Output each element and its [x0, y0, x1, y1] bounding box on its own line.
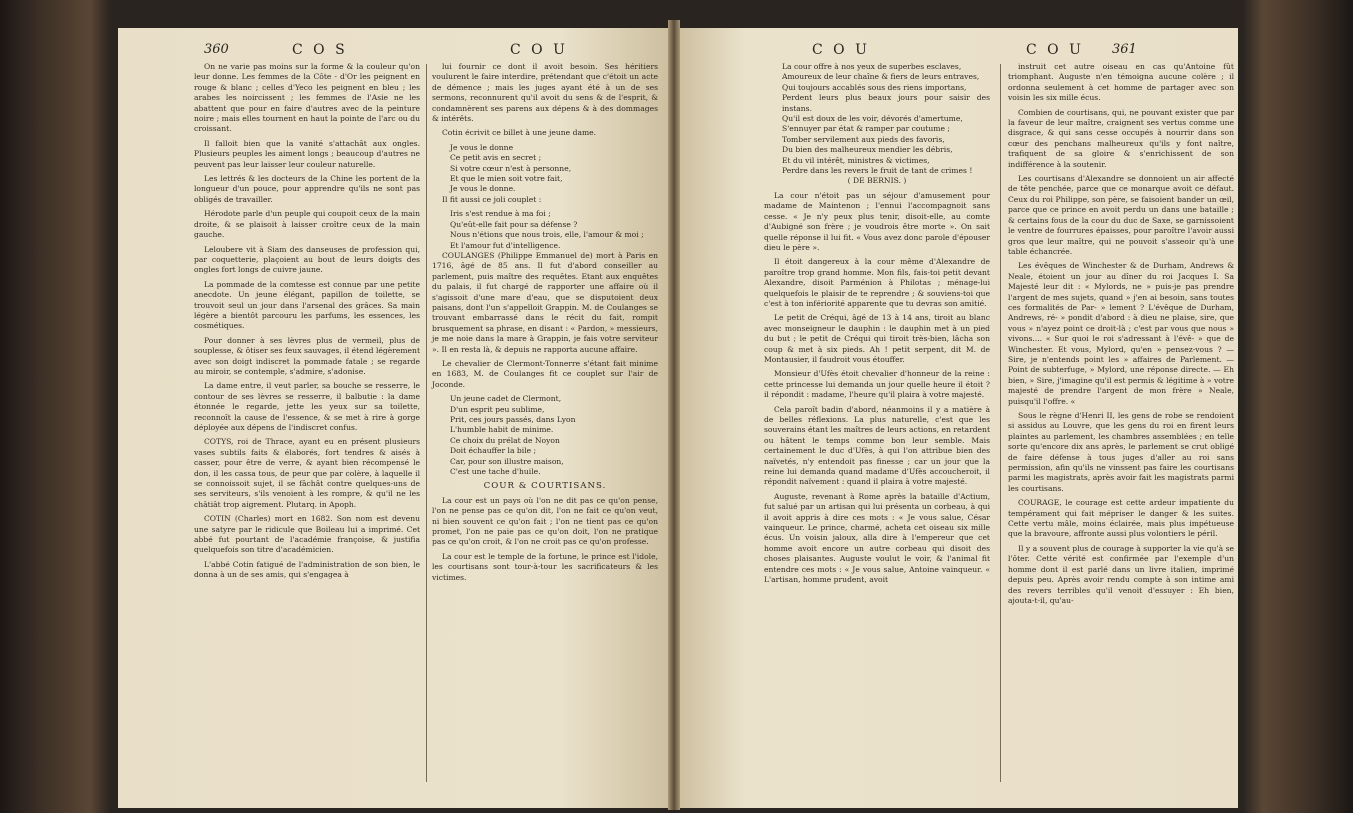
paragraph: instruit cet autre oiseau en cas qu'Antoine fût triomphant. Auguste n'en témoigna aucune colère ; il ordonna seulement à cet homme de partager avec son voisin les six mille écus. [1008, 62, 1234, 103]
verse-line: Prit, ces jours passés, dans Lyon [450, 415, 576, 424]
verse-line: L'humble habit de minime. [450, 425, 554, 435]
verse-line: Je vous le donne. [450, 184, 516, 194]
verse-line: Et l'amour fut d'intelligence. [450, 240, 561, 250]
column-rule-left [426, 64, 427, 782]
paragraph: Il falloit bien que la vanité s'attachât aux ongles. Plusieurs peuples les aiment longs ; beaucoup d'autres ne peuvent pas leur laisser leur couleur naturelle. [194, 138, 420, 169]
paragraph: Monsieur d'Ufès étoit chevalier d'honneur de la reine : cette princesse lui demanda un jour quelle heure il étoit ? il répondit : madame, l'heure qu'il plaira à votre majesté. [764, 369, 990, 400]
verse-line: S'ennuyer par état & ramper par coutume ; [782, 124, 950, 134]
verse-line: C'est une tache d'huile. [450, 467, 541, 477]
verse-line: Je vous le donne [450, 142, 514, 152]
paragraph: Leloubere vit à Siam des danseuses de profession qui, par coquetterie, plaçoient au bout de leurs doigts des ongles fort longs de cuivre jaune. [194, 244, 420, 275]
verse-line: Qu'il est doux de les voir, dévorés d'amertume, [782, 114, 963, 124]
paragraph: La cour est un pays où l'on ne dit pas ce qu'on pense, l'on ne pense pas ce qu'on dit, l'on ne fait ce qu'on veut, ni bien souvent ce qu'on fait ; l'on ne tient pas ce qu'on promet, l'on ne paie pas ce qu'on doit, l'on ne pratique pas ce qu'on croit, & l'on ne croit pas ce qu'on professe. [432, 495, 658, 547]
right-running-head-1: C O U [812, 42, 870, 58]
paragraph: Combien de courtisans, qui, ne pouvant exister que par la faveur de leur maître, craignent ses vertus comme une disgrace, & qui sans cesse occupés à nourrir dans son cœur des penchans malheureux qu'ils y font naître, trafiquent de sa gloire & s'enrichissent de son indifférence à la soutenir. [1008, 107, 1234, 169]
paragraph: Hérodote parle d'un peuple qui coupoit ceux de la main droite, & se plaisoit à laisser croître ceux de la main gauche. [194, 209, 420, 240]
paragraph: La cour n'étoit pas un séjour d'amusement pour madame de Maintenon ; l'ennui l'accompagnoit sans cesse. « Je n'y peux plus tenir, disoit-elle, au comte d'Aubigné son frère ; je voudrois être morte ». On sait quelle réponse il lui fit. « Vous avez donc parole d'épouser dieu le père ». [764, 190, 990, 252]
paragraph: La cour est le temple de la fortune, le prince est l'idole, les courtisans sont tour-à-tour les sacrificateurs & les victimes. [432, 551, 658, 582]
column-rule-right [1000, 64, 1001, 782]
column-2 [432, 62, 658, 587]
paragraph: COTIN (Charles) mort en 1682. Son nom est devenu une satyre par le ridicule que Boileau lui a imprimé. Cet abbé fut pourtant de l'académie françoise, & justifia quelquefois son titre d'académicien. [194, 514, 420, 555]
paragraph: Auguste, revenant à Rome après la bataille d'Actium, fut salué par un artisan qui lui présenta un corbeau, à qui il avoit appris à dire ces mots : « Je vous salue, César vainqueur. Le prince, charmé, acheta cet oiseau six mille écus. Un voisin jaloux, alla dire à l'empereur que cet homme avoit encore un autre corbeau qui disoit des choses plaisantes. Auguste voulut le voir, & l'animal fit entendre ces mots : « Je vous salue, Antoine vainqueur. « L'artisan, homme prudent, avoit [764, 491, 990, 585]
verse-line: La cour offre à nos yeux de superbes esclaves, [782, 62, 962, 71]
verse-line: D'un esprit peu sublime, [450, 404, 545, 414]
paragraph: L'abbé Cotin fatigué de l'administration de son bien, le donna à un de ses amis, qui s'engagea à [194, 559, 420, 580]
verse-line: Si votre cœur n'est à personne, [450, 163, 572, 173]
paragraph: Il étoit dangereux à la cour même d'Alexandre de paroître trop grand homme. Mon fils, fais-toi petit devant Alexandre, disoit Parménion à Philotas ; ménage-lui quelquefois le plaisir de te reprendre ; & souviens-toi que c'est à ton infériorité apparente que tu devras son amitié. [764, 257, 990, 308]
paragraph: Les courtisans d'Alexandre se donnoient un air affecté de tête penchée, parce que ce monarque avoit ce défaut. Ceux du roi Philippe, son père, se faisoient bander un œil, parce que ce prince en avoit perdu un dans une bataille ; & certains fous de la cour du duc de Saxe, se garnissoient le ventre de fourrures épaisses, pour paroître l'avoir aussi gros que leur maître, qui ne pouvoit s'asseoir qu'à une table échancrée. [1008, 174, 1234, 256]
paragraph: Le petit de Créqui, âgé de 13 à 14 ans, tiroit au blanc avec monseigneur le dauphin : le dauphin met à un pied du but ; le petit de Créqui qui tiroit très-bien, lâcha son coup & met à six pieds. Ah ! petit serpent, dit M. de Montausier, il faudroit vous étouffer. [764, 313, 990, 364]
paragraph: lui fournir ce dont il avoit besoin. Ses héritiers voulurent le faire interdire, prétendant que c'étoit un acte de démence ; mais les juges ayant été à un de ses sermons, reconnurent qu'il avoit du sens & de l'esprit, & condamnèrent ses parens aux dépens & à des dommages & intérêts. [432, 62, 658, 124]
paragraph: Les évêques de Winchester & de Durham, Andrews & Neale, étoient un jour au dîner du roi Jacques I. Sa Majesté leur dit : « Mylords, ne » puis-je pas prendre l'argent de mes sujets, quand » j'en ai besoin, sans toutes ces formalités de Par- » lement ? L'évêque de Durham, Andrews, ré- » pondit d'abord : à dieu ne plaise, sire, que vous » n'ayez point ce droit-là ; c'est par vous que nous » vivons.... « Sur quoi le roi s'adressant à l'évê- » que de Winchester. Et vous, Mylord, qu'en » pensez-vous ? — Sire, je n'entends point les » affaires de Parlement. — Point de subterfuge, » Mylord, une réponse directe. — Eh bien, » Sire, j'imagine qu'il est permis & légitime à » votre majesté de prendre l'argent de mon frère » Neale, puisqu'il l'offre. « [1008, 261, 1234, 406]
verse-line: Qu'eût-elle fait pour sa défense ? [450, 219, 578, 229]
column-3 [764, 62, 990, 590]
paragraph: Les lettrés & les docteurs de la Chine les portent de la longueur d'un pouce, pour apprendre qu'ils ne sont pas obligés de travailler. [194, 174, 420, 204]
right-page-number: 361 [1112, 42, 1137, 57]
paragraph: Le chevalier de Clermont-Tonnerre s'étant fait minime en 1683, M. de Coulanges fit ce couplet sur l'air de Joconde. [432, 358, 658, 389]
paragraph: Il y a souvent plus de courage à supporter la vie qu'à se l'ôter. Cette vérité est confirmée par l'exemple d'un homme dont il est parlé dans un livre italien, imprimé depuis peu. Après avoir rendu compte à son intime ami des revers terribles qu'il venoit d'essuyer : Eh bien, ajouta-t-il, qu'au- [1008, 543, 1234, 605]
paragraph: La dame entre, il veut parler, sa bouche se resserre, le contour de ses lèvres se resserre, il balbutie : la dame étonnée le regarde, jette les yeux sur sa toilette, reconnoît la cause de l'essence, & se met à rire à gorge déployée aux dépens de l'indiscret confus. [194, 381, 420, 432]
verse-line: Car, pour son illustre maison, [450, 456, 564, 466]
verse-line: Un jeune cadet de Clermont, [450, 394, 562, 404]
verse-line: Amoureux de leur chaîne & fiers de leurs entraves, [782, 72, 980, 82]
verse-line: Doit échauffer la bile ; [450, 446, 537, 456]
paragraph: La pommade de la comtesse est connue par une petite anecdote. Un jeune élégant, papillon de toilette, se trouvoit seul un jour dans l'arsenal des grâces. Sa main légère a bientôt parcouru les parfums, les essences, les cosmétiques. [194, 279, 420, 331]
verse-line: Et du vil intérêt, ministres & victimes, [782, 155, 930, 165]
column-1 [194, 62, 420, 585]
section-heading: COUR & COURTISANS. [483, 481, 607, 492]
paragraph: Sous le règne d'Henri II, les gens de robe se rendoient si assidus au Louvre, que les gens du roi en firent leurs plaintes au parlement, les chambres assemblées ; en telle sorte qu'encore dix ans après, le parlement se crut obligé de faire défense à tous juges d'aller au roi sans permission, afin qu'ils ne vinssent pas faire les courtisans parmi les magistrats, après avoir fait les magistrats parmi les courtisans. [1008, 411, 1234, 493]
paragraph: COTYS, roi de Thrace, ayant eu en présent plusieurs vases subtils faits & élaborés, fort tendres & aisés à casser, pour être de verre, & ayant bien récompensé le don, il les cassa tous, de peur que par colère, à laquelle il se connoissoit sujet, il se fâchât contre quelques-uns de ses serviteurs, s'ils venoient à les rompre, & qu'il ne les châtiât trop aigrement. Plutarq. in Apoph. [194, 437, 420, 509]
verse-line: Ce choix du prélat de Noyon [450, 435, 560, 445]
left-running-head-2: C O U [510, 42, 568, 58]
verse-line: Iris s'est rendue à ma foi ; [450, 209, 551, 219]
verse-line: Nous n'étions que nous trois, elle, l'amour & moi ; [450, 230, 644, 240]
book-gutter [668, 20, 680, 810]
paragraph: Il fit aussi ce joli couplet : [442, 194, 542, 204]
verse-line: Perdent leurs plus beaux jours pour saisir des instans. [782, 93, 990, 113]
paragraph: COULANGES (Philippe Emmanuel de) mort à Paris en 1716, âgé de 85 ans. Il fut d'abord conseiller au parlement, puis maître des requêtes. Etant aux enquêtes du palais, il fut chargé de rapporter une affaire où il s'agissoit d'une mare d'eau, que se disputoient deux paisans, dont l'un s'appelloit Grappin. M. de Coulanges se trouvant embarrassé dans le récit du fait, rompit brusquement sa phrase, en disant : « Pardon, » messieurs, je me noie dans la mare à Grappin, je fais votre serviteur ». Il en resta là, & depuis ne rapporta aucune affaire. [432, 250, 658, 354]
verse-line: Qui toujours accablés sous des riens importans, [782, 82, 967, 92]
paragraph: On ne varie pas moins sur la forme & la couleur qu'on leur donne. Les femmes de la Côte - d'Or les peignent en rouge & blanc ; celles d'Yeco les peignent en bleu ; les arabes les noircissent ; les femmes de l'Asie ne les abattent que pour en faire d'autres avec de la peinture noire ; mais elles tournent en haut la pointe de l'arc ou du croissant. [194, 62, 420, 134]
verse-line: Tomber servilement aux pieds des favoris, [782, 134, 945, 144]
poem-attribution: ( DE BERNIS. ) [847, 176, 907, 186]
column-4 [1008, 62, 1234, 610]
right-running-head-2: C O U [1026, 42, 1084, 58]
paragraph: Pour donner à ses lèvres plus de vermeil, plus de souplesse, & ôtiser ses feux sauvages, il étend légèrement avec son doigt indiscret la pommade fatale ; se regarde au miroir, se contemple, s'admire, s'adonise. [194, 335, 420, 376]
paragraph: Cela paroît badin d'abord, néanmoins il y a matière à de belles réflexions. La plus naturelle, c'est que les souverains étant les maîtres de leurs actions, en retardent ou hâtent le temps comme bon leur semble. Mais certainement le duc d'Ufès, à qui l'on attribue bien des naïvetés, n'y entendoit pas finesse ; car un jour que la reine lui demanda quand madame d'Ufès accoucheroit, il répondit naïvement : quand il plaira à votre majesté. [764, 404, 990, 487]
verse-line: Perdre dans les revers le fruit de tant de crimes ! [782, 166, 973, 176]
paragraph: Cotin écrivit ce billet à une jeune dame. [442, 128, 597, 138]
verse-line: Ce petit avis en secret ; [450, 153, 542, 163]
verse-line: Du bien des malheureux mendier les débris, [782, 145, 953, 155]
left-page-number: 360 [204, 42, 229, 57]
left-running-head-1: C O S [292, 42, 348, 58]
paragraph: COURAGE, le courage est cette ardeur impatiente du tempérament qui fait mépriser le danger & les suites. Cette vertu mâle, moins éclairée, mais plus impétueuse que la bravoure, affronte aussi plus volontiers le péril. [1008, 498, 1234, 539]
verse-line: Et que le mien soit votre fait, [450, 174, 563, 184]
